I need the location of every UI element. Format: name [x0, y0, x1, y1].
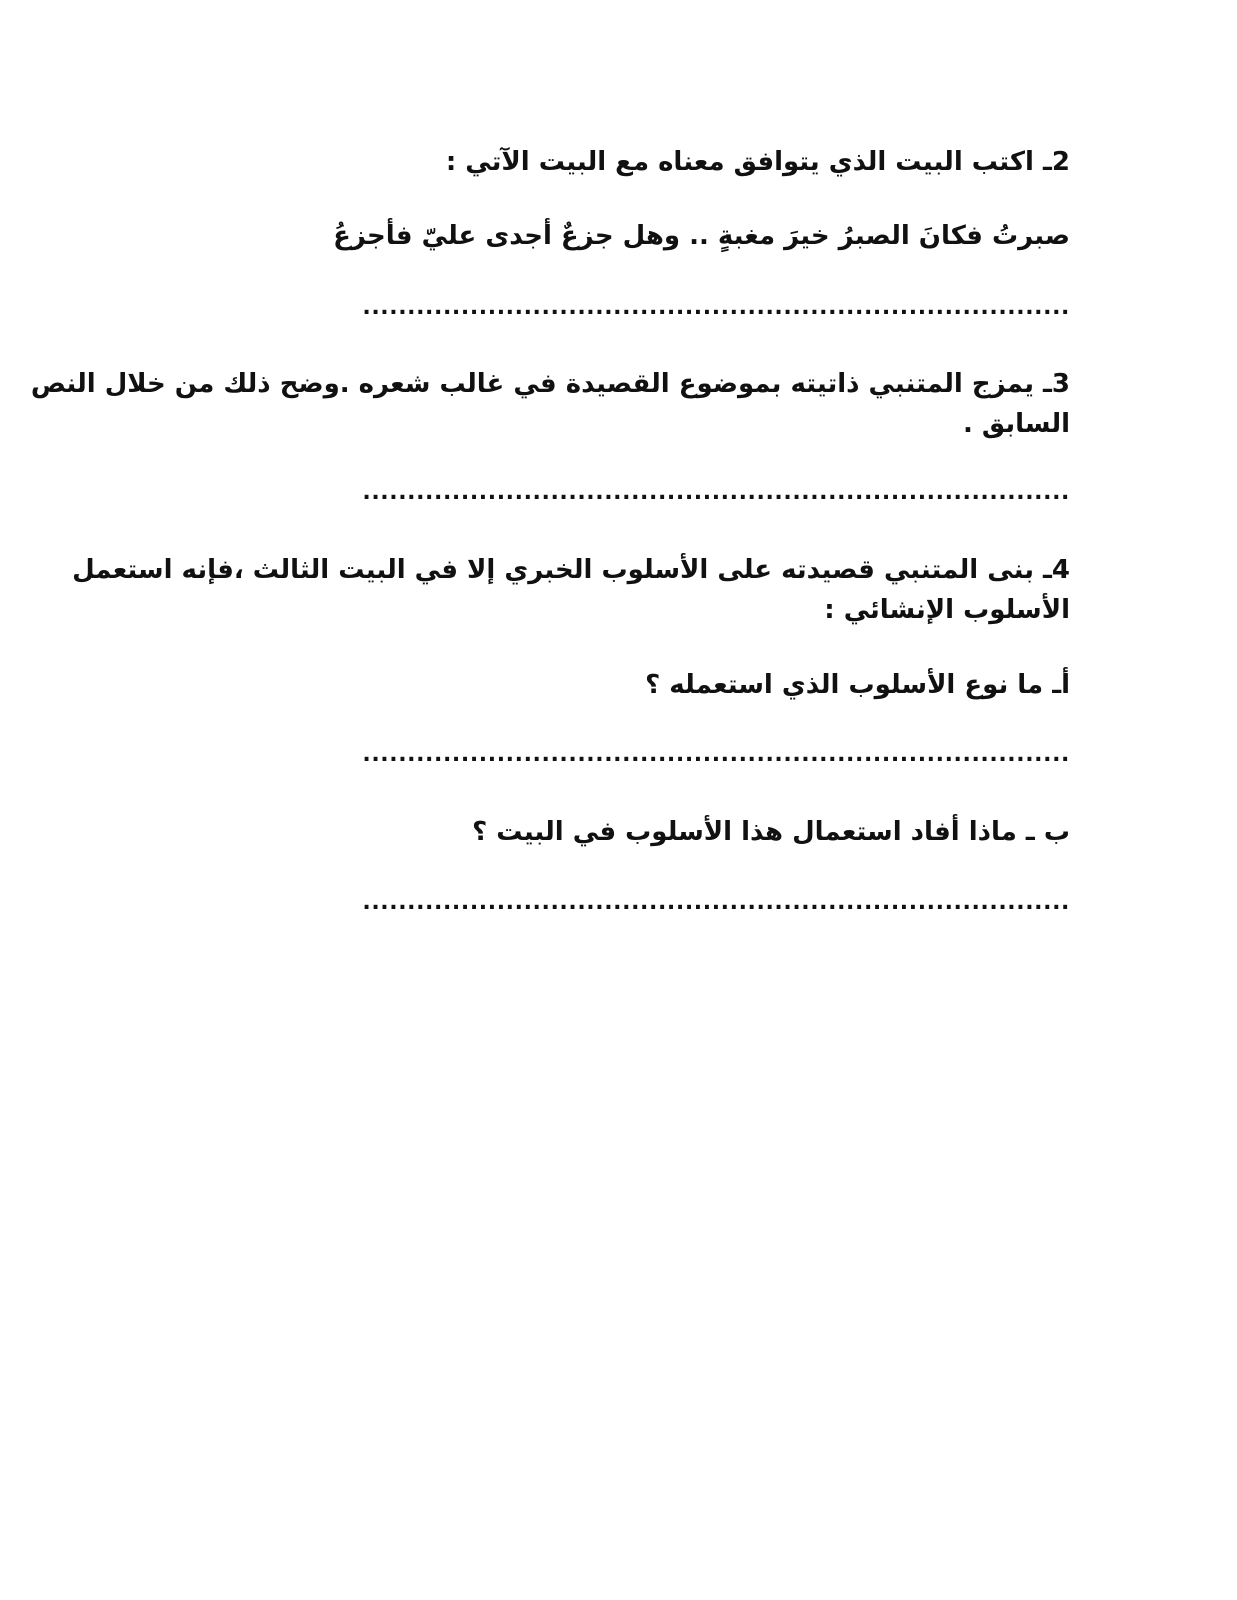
- question-4-part-a: أـ ما نوع الأسلوب الذي استعمله ؟: [645, 670, 1070, 700]
- question-2-verse: صبرتُ فكانَ الصبرُ خيرَ مغبةٍ .. وهل جزعٌ أجدى عليّ فأجزعُ: [333, 221, 1070, 251]
- question-4-prompt-line2: الأسلوب الإنشائي :: [824, 595, 1070, 625]
- answer-line-q2[interactable]: ...............................................................................: [362, 295, 1070, 320]
- question-2-prompt: 2ـ اكتب البيت الذي يتوافق معناه مع البيت الآتي :: [445, 147, 1070, 177]
- answer-line-q3[interactable]: ...............................................................................: [362, 480, 1070, 505]
- question-3-prompt-line2: السابق .: [962, 409, 1070, 439]
- answer-line-q4b[interactable]: ...............................................................................: [362, 890, 1070, 915]
- question-4-prompt-line1: 4ـ بنى المتنبي قصيدته على الأسلوب الخبري إلا في البيت الثالث ،فإنه استعمل: [72, 555, 1070, 585]
- question-4-part-b: ب ـ ماذا أفاد استعمال هذا الأسلوب في البيت ؟: [472, 817, 1070, 847]
- answer-line-q4a[interactable]: ...............................................................................: [362, 742, 1070, 767]
- question-3-prompt-line1: 3ـ يمزج المتنبي ذاتيته بموضوع القصيدة في غالب شعره .وضح ذلك من خلال النص: [30, 369, 1070, 399]
